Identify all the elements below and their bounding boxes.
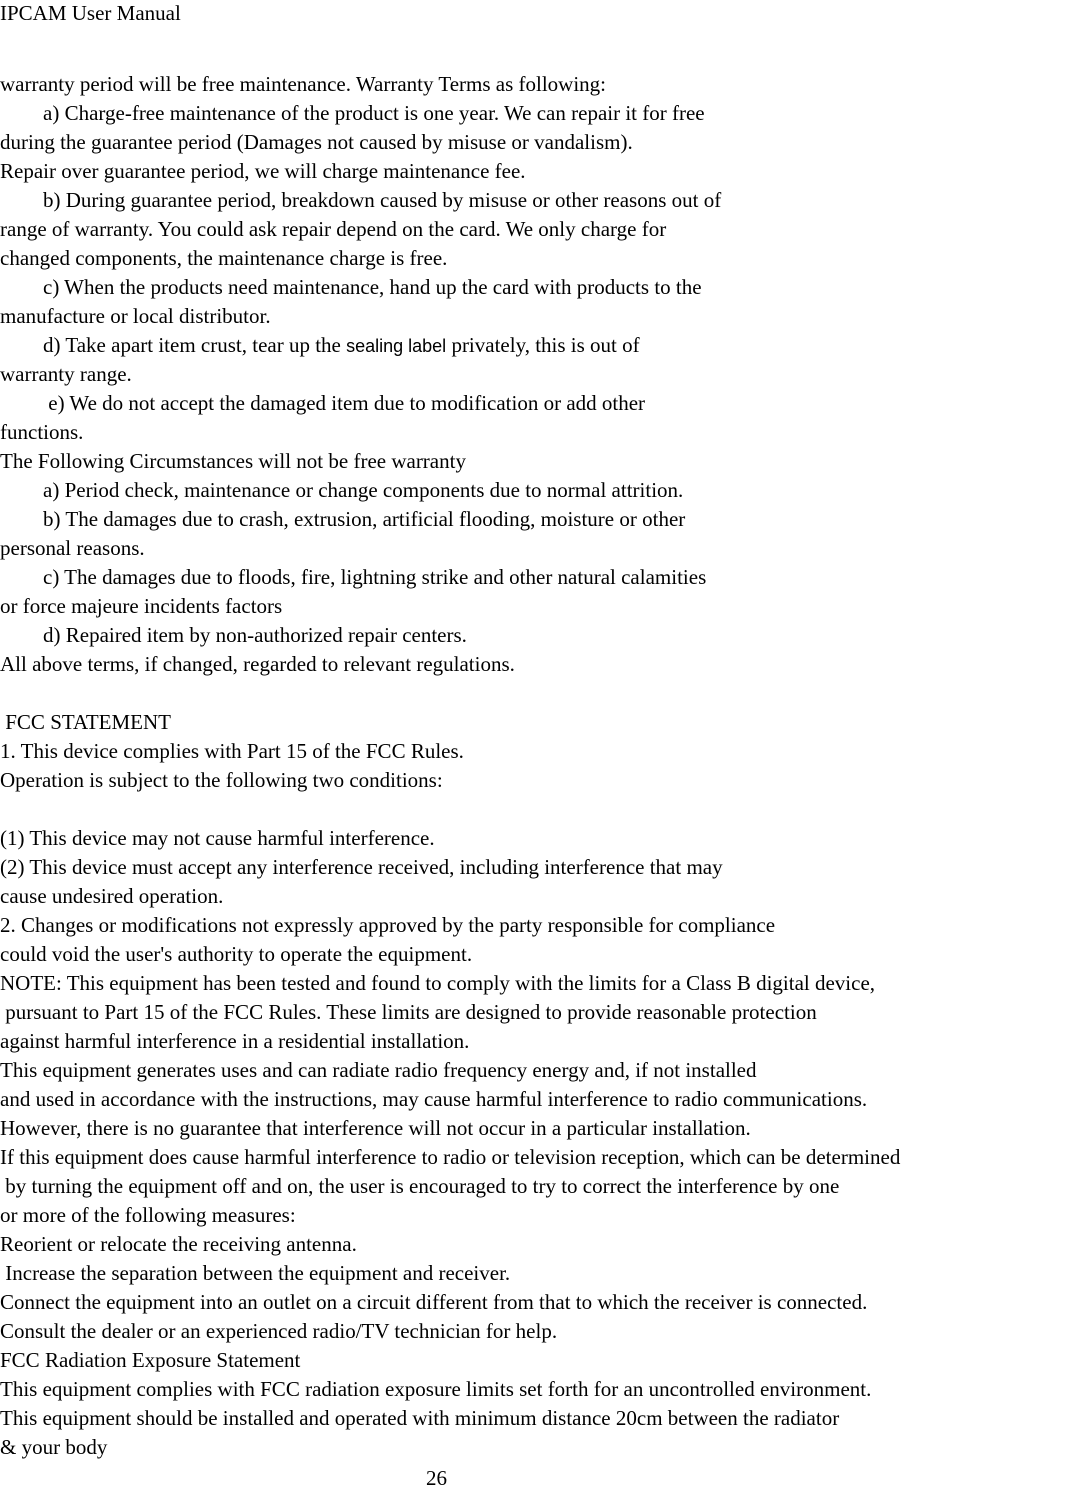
fcc-note: NOTE: This equipment has been tested and found to comply with the limits for a Class B digital device, bbox=[0, 971, 876, 995]
warranty-term-d bbox=[0, 331, 1070, 360]
fcc-general-cont: However, there is no guarantee that interference will not occur in a particular installation. bbox=[0, 1116, 751, 1140]
circumstance-a: a) Period check, maintenance or change components due to normal attrition. bbox=[43, 478, 684, 502]
circumstances-closing: All above terms, if changed, regarded to relevant regulations. bbox=[0, 652, 515, 676]
fcc-general: This equipment generates uses and can radiate radio frequency energy and, if not installed bbox=[0, 1058, 757, 1082]
fcc-condition-2-cont: cause undesired operation. bbox=[0, 884, 224, 908]
warranty-term-b-cont: range of warranty. You could ask repair depend on the card. We only charge for bbox=[0, 217, 667, 241]
warranty-term-c: c) When the products need maintenance, hand up the card with products to the bbox=[43, 275, 702, 299]
blank-line bbox=[0, 795, 1070, 824]
fcc-radiation-text: & your body bbox=[0, 1435, 108, 1459]
warranty-term-b-cont: changed components, the maintenance charge is free. bbox=[0, 246, 448, 270]
fcc-item-1-cont: Operation is subject to the following two conditions: bbox=[0, 768, 443, 792]
fcc-measure: Consult the dealer or an experienced radio/TV technician for help. bbox=[0, 1319, 558, 1343]
sealing-label-text: sealing label bbox=[346, 336, 447, 356]
warranty-term-e-cont: functions. bbox=[0, 420, 84, 444]
warranty-term-d-text: privately, this is out of bbox=[446, 333, 640, 357]
fcc-measure: Increase the separation between the equipment and receiver. bbox=[0, 1261, 511, 1285]
warranty-term-c-cont: manufacture or local distributor. bbox=[0, 304, 271, 328]
fcc-radiation-title: FCC Radiation Exposure Statement bbox=[0, 1348, 301, 1372]
fcc-item-2: 2. Changes or modifications not expressly approved by the party responsible for compliance bbox=[0, 913, 776, 937]
fcc-general-cont: and used in accordance with the instructions, may cause harmful interference to radio communications. bbox=[0, 1087, 868, 1111]
fcc-measure: Reorient or relocate the receiving antenna. bbox=[0, 1232, 357, 1256]
page-number: 26 bbox=[426, 1466, 447, 1490]
fcc-radiation-text: This equipment complies with FCC radiation exposure limits set forth for an uncontrolled environment. bbox=[0, 1377, 872, 1401]
page-header: IPCAM User Manual bbox=[0, 1, 181, 25]
warranty-term-d-text: d) Take apart item crust, tear up the bbox=[43, 333, 347, 357]
warranty-term-d-cont: warranty range. bbox=[0, 362, 132, 386]
fcc-measure: Connect the equipment into an outlet on a circuit different from that to which the receiver is connected. bbox=[0, 1290, 868, 1314]
fcc-general-cont: or more of the following measures: bbox=[0, 1203, 296, 1227]
fcc-item-1: 1. This device complies with Part 15 of the FCC Rules. bbox=[0, 739, 464, 763]
fcc-item-2-cont: could void the user's authority to operate the equipment. bbox=[0, 942, 473, 966]
warranty-term-a-cont: Repair over guarantee period, we will charge maintenance fee. bbox=[0, 159, 526, 183]
fcc-general-cont: If this equipment does cause harmful interference to radio or television reception, which can be determined bbox=[0, 1145, 901, 1169]
blank-line bbox=[0, 679, 1070, 708]
circumstance-b: b) The damages due to crash, extrusion, artificial flooding, moisture or other bbox=[43, 507, 686, 531]
warranty-term-b: b) During guarantee period, breakdown caused by misuse or other reasons out of bbox=[43, 188, 722, 212]
warranty-term-a: a) Charge-free maintenance of the product is one year. We can repair it for free bbox=[43, 101, 705, 125]
fcc-condition-2: (2) This device must accept any interference received, including interference that may bbox=[0, 855, 723, 879]
circumstances-title: The Following Circumstances will not be free warranty bbox=[0, 449, 466, 473]
circumstance-c-cont: or force majeure incidents factors bbox=[0, 594, 283, 618]
fcc-condition-1: (1) This device may not cause harmful interference. bbox=[0, 826, 435, 850]
circumstance-c: c) The damages due to floods, fire, lightning strike and other natural calamities bbox=[43, 565, 707, 589]
document-body bbox=[0, 70, 1070, 1462]
fcc-note-cont: against harmful interference in a residential installation. bbox=[0, 1029, 470, 1053]
fcc-title: FCC STATEMENT bbox=[0, 710, 172, 734]
warranty-term-a-cont: during the guarantee period (Damages not caused by misuse or vandalism). bbox=[0, 130, 633, 154]
warranty-intro: warranty period will be free maintenance. Warranty Terms as following: bbox=[0, 72, 607, 96]
circumstance-d: d) Repaired item by non-authorized repair centers. bbox=[43, 623, 467, 647]
fcc-note-cont: pursuant to Part 15 of the FCC Rules. These limits are designed to provide reasonable protection bbox=[0, 1000, 817, 1024]
warranty-term-e: e) We do not accept the damaged item due to modification or add other bbox=[43, 391, 646, 415]
fcc-radiation-text: This equipment should be installed and operated with minimum distance 20cm between the radiator bbox=[0, 1406, 840, 1430]
circumstance-b-cont: personal reasons. bbox=[0, 536, 145, 560]
fcc-general-cont: by turning the equipment off and on, the user is encouraged to try to correct the interference by one bbox=[0, 1174, 840, 1198]
